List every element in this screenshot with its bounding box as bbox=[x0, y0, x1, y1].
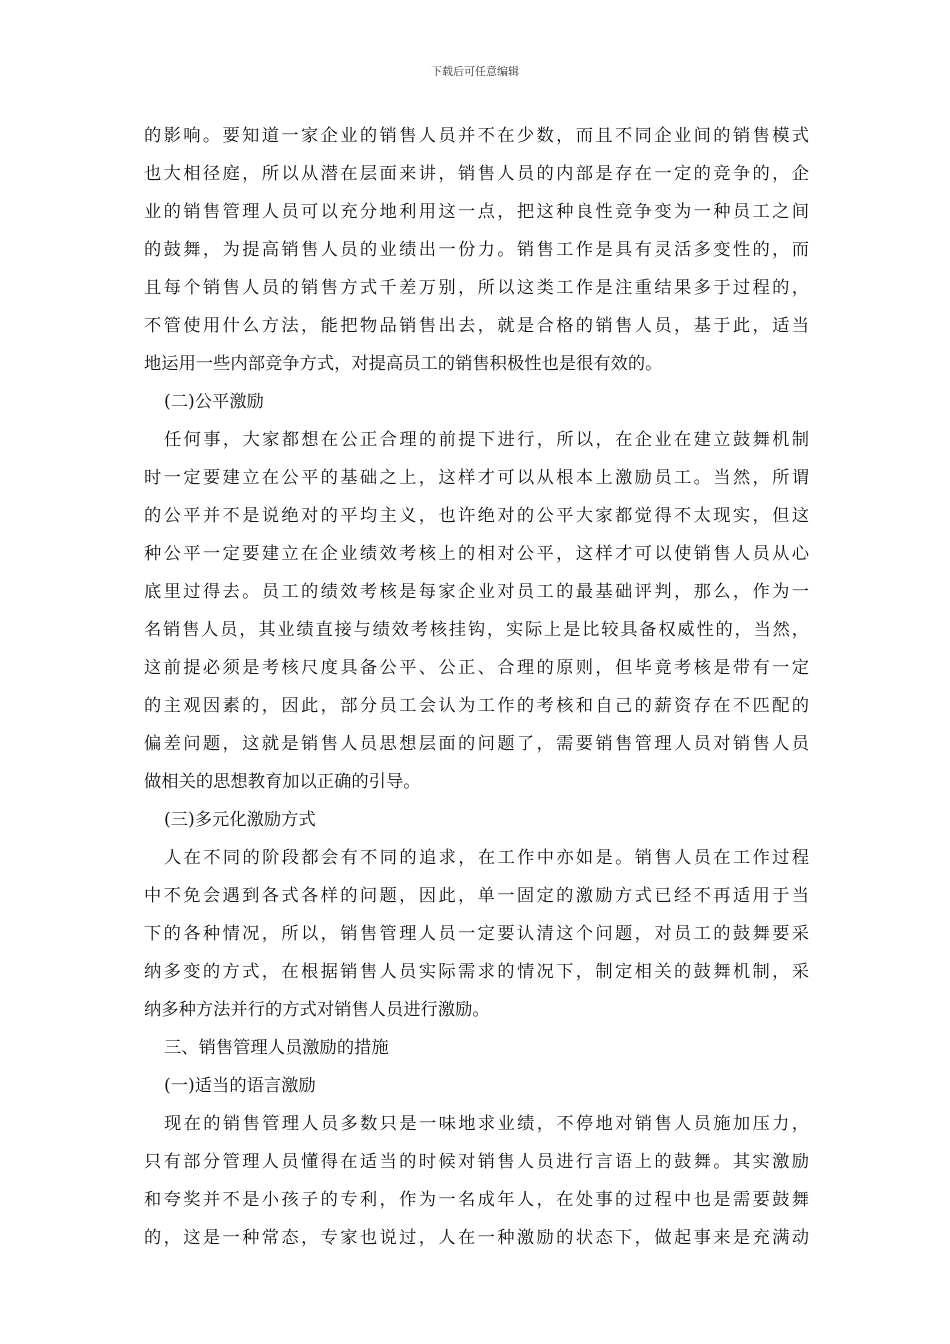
text-line: 现在的销售管理人员多数只是一味地求业绩，不停地对销售人员施加压力， bbox=[164, 1114, 809, 1134]
text-line: 业的销售管理人员可以充分地利用这一点，把这种良性竞争变为一种员工之间 bbox=[144, 202, 809, 222]
text-line: 的公平并不是说绝对的平均主义，也许绝对的公平大家都觉得不太现实，但这 bbox=[144, 506, 809, 526]
text-line: 这前提必须是考核尺度具备公平、公正、合理的原则，但毕竟考核是带有一定 bbox=[144, 658, 809, 678]
chapter-heading: 三、销售管理人员激励的措施 bbox=[164, 1038, 389, 1058]
text-line: 的，这是一种常态，专家也说过，人在一种激励的状态下，做起事来是充满动 bbox=[144, 1228, 809, 1248]
document-body bbox=[144, 117, 809, 1257]
text-line: 时一定要建立在公平的基础之上，这样才可以从根本上激励员工。当然，所谓 bbox=[144, 468, 809, 488]
section-heading: (一)适当的语言激励 bbox=[164, 1076, 316, 1096]
text-line: 做相关的思想教育加以正确的引导。 bbox=[144, 772, 421, 792]
text-line: 且每个销售人员的销售方式千差万别，所以这类工作是注重结果多于过程的， bbox=[144, 278, 809, 298]
page-header: 下载后可任意编辑 bbox=[431, 65, 519, 78]
text-line: 也大相径庭，所以从潜在层面来讲，销售人员的内部是存在一定的竞争的，企 bbox=[144, 164, 809, 184]
paragraph bbox=[144, 839, 809, 1029]
text-line: 偏差问题，这就是销售人员思想层面的问题了，需要销售管理人员对销售人员 bbox=[144, 734, 809, 754]
text-line: 下的各种情况，所以，销售管理人员一定要认清这个问题，对员工的鼓舞要采 bbox=[144, 924, 809, 944]
text-line: 的主观因素的，因此，部分员工会认为工作的考核和自己的薪资存在不匹配的 bbox=[144, 696, 809, 716]
text-line: 种公平一定要建立在企业绩效考核上的相对公平，这样才可以使销售人员从心 bbox=[144, 544, 809, 564]
text-line: 任何事，大家都想在公正合理的前提下进行，所以，在企业在建立鼓舞机制 bbox=[164, 430, 809, 450]
text-line: 人在不同的阶段都会有不同的追求，在工作中亦如是。销售人员在工作过程 bbox=[164, 848, 809, 868]
text-line: 纳多变的方式，在根据销售人员实际需求的情况下，制定相关的鼓舞机制，采 bbox=[144, 962, 809, 982]
section-heading: (二)公平激励 bbox=[164, 392, 264, 412]
text-line: 和夸奖并不是小孩子的专利，作为一名成年人，在处事的过程中也是需要鼓舞 bbox=[144, 1190, 809, 1210]
text-line: 纳多种方法并行的方式对销售人员进行激励。 bbox=[144, 1000, 490, 1020]
paragraph bbox=[144, 421, 809, 801]
text-line: 名销售人员，其业绩直接与绩效考核挂钩，实际上是比较具备权威性的，当然， bbox=[144, 620, 809, 640]
text-line: 只有部分管理人员懂得在适当的时候对销售人员进行言语上的鼓舞。其实激励 bbox=[144, 1152, 809, 1172]
text-line: 的鼓舞，为提高销售人员的业绩出一份力。销售工作是具有灵活多变性的，而 bbox=[144, 240, 809, 260]
text-line: 底里过得去。员工的绩效考核是每家企业对员工的最基础评判，那么，作为一 bbox=[144, 582, 809, 602]
text-line: 的影响。要知道一家企业的销售人员并不在少数，而且不同企业间的销售模式 bbox=[144, 126, 809, 146]
text-line: 不管使用什么方法，能把物品销售出去，就是合格的销售人员，基于此，适当 bbox=[144, 316, 809, 336]
text-line: 地运用一些内部竞争方式，对提高员工的销售积极性也是很有效的。 bbox=[144, 354, 663, 374]
paragraph bbox=[144, 1105, 809, 1257]
text-line: 中不免会遇到各式各样的问题，因此，单一固定的激励方式已经不再适用于当 bbox=[144, 886, 809, 906]
paragraph bbox=[144, 117, 809, 383]
section-heading: (三)多元化激励方式 bbox=[164, 810, 316, 830]
